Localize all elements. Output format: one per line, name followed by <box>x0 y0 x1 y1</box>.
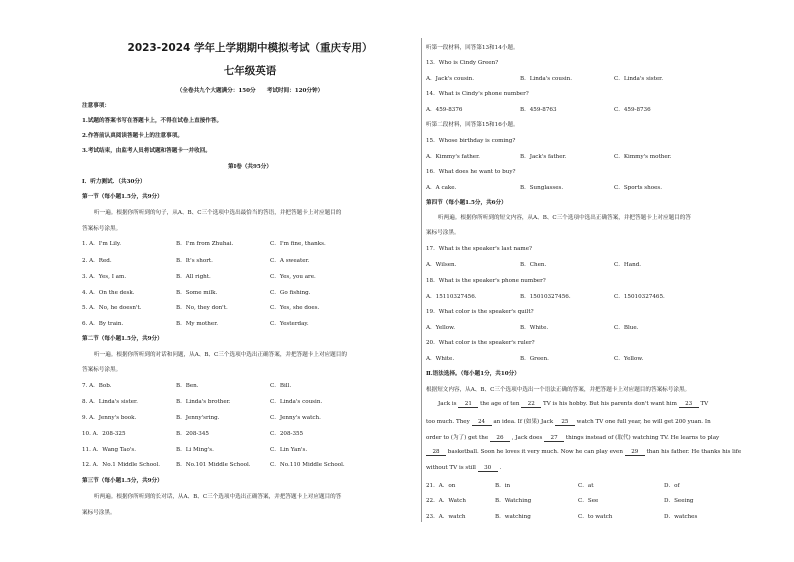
option-c: C．Yesterday. <box>270 321 309 327</box>
blank-25: 25 <box>555 419 575 426</box>
blank-28: 28 <box>426 449 446 456</box>
part-heading: 第一节（每小题1.5分，共9分） <box>82 194 163 200</box>
option-a: 9. A．Jenny's book. <box>82 415 137 421</box>
option-c: C．Sports shoes. <box>614 185 663 191</box>
option-b: B．All right. <box>176 274 211 280</box>
option-c: C．to watch <box>578 514 613 520</box>
instruction: 听两遍。根据你所听到的长对话，从A、B、C三个选项中选出正确答案，并把答题卡上对应题目的答 <box>94 494 342 500</box>
option-b: B．No, they don't. <box>176 305 228 311</box>
option-d: D．watches <box>664 514 698 520</box>
option-c: C．15010327465. <box>614 294 665 300</box>
option-c: C．208-355 <box>270 431 304 437</box>
option-b: B．Jack's father. <box>520 154 567 160</box>
option-b: B．in <box>495 483 511 489</box>
column-divider <box>421 38 422 522</box>
option-c: C．I'm fine, thanks. <box>270 241 326 247</box>
option-c: C．Blue. <box>614 325 639 331</box>
instruction: 听一遍。根据你所听到的句子，从A、B、C三个选项中选出最恰当的答语，并把答题卡上对应题目的 <box>94 210 342 216</box>
option-b: B．Sunglasses. <box>520 185 564 191</box>
exam-meta: （全卷共九个大题满分：150分 考试时间：120分钟） <box>176 88 324 94</box>
option-c: C．Yes, she does. <box>270 305 320 311</box>
option-a: 3. A．Yes, I am. <box>82 274 127 280</box>
option-a: 11. A．Wang Tao's. <box>82 447 137 453</box>
question-text: 20．What color is the speaker's ruler? <box>426 340 535 346</box>
option-a: 23．A．watch <box>426 514 466 520</box>
option-b: B．Green. <box>520 356 549 362</box>
section-heading: Ⅰ．听力测试．（共30分） <box>82 179 146 185</box>
option-b: B．No.101 Middle School. <box>176 462 251 468</box>
option-a: 21．A．on <box>426 483 456 489</box>
passage-line: order to (为了) get the 26 , Jack does 27 things instead of (取代) watching TV. He learns to play <box>426 435 720 441</box>
option-b: B．Jenny'sring. <box>176 415 220 421</box>
option-b: B．White. <box>520 325 549 331</box>
option-b: B．Chen. <box>520 262 547 268</box>
option-a: 6. A．By train. <box>82 321 124 327</box>
option-a: 5. A．No, he doesn't. <box>82 305 142 311</box>
option-b: B．Some milk. <box>176 290 218 296</box>
section-heading: Ⅱ.语法选择。（每小题1分，共10分） <box>426 371 520 377</box>
blank-22: 22 <box>521 401 541 408</box>
question-text: 15．Whose birthday is coming? <box>426 138 516 144</box>
option-a: 12. A．No.1 Middle School. <box>82 462 161 468</box>
option-a: 4. A．On the desk. <box>82 290 135 296</box>
option-b: B．My mother. <box>176 321 219 327</box>
part-heading: 第四节（每小题1.5分，共6分） <box>426 200 507 206</box>
instruction: 案标号涂黑。 <box>82 510 116 516</box>
option-a: 2. A．Red. <box>82 258 112 264</box>
passage-line: Jack is 21 the age of ten 22 TV is his hobby. But his parents don't want him 23 TV <box>438 401 709 407</box>
option-c: C．Kimmy's mother. <box>614 154 672 160</box>
option-b: B．Li Ming's. <box>176 447 214 453</box>
instruction: 答案标号涂黑。 <box>82 367 122 373</box>
option-a: A．Wilsen. <box>426 262 457 268</box>
option-c: C．Go fishing. <box>270 290 311 296</box>
passage-line: too much. They 24 an idea. If (如果) Jack 25 watch TV one full year, he will get 200 yuan. In <box>426 419 711 425</box>
question-text: 18．What is the speaker's phone number? <box>426 278 546 284</box>
option-a: 1. A．I'm Lily. <box>82 241 122 247</box>
option-a: A．15110327456. <box>426 294 477 300</box>
part-heading: 第三节（每小题1.5分，共9分） <box>82 478 163 484</box>
option-c: C．Bill. <box>270 383 292 389</box>
option-c: C．Linda's cousin. <box>270 399 323 405</box>
option-c: C．See <box>578 498 599 504</box>
option-c: C．Linda's sister. <box>614 76 664 82</box>
option-b: B．I'm from Zhuhai. <box>176 241 234 247</box>
option-a: A．A cake. <box>426 185 457 191</box>
option-c: C．at <box>578 483 594 489</box>
notice-item: 1.试题的答案书写在答题卡上，不得在试卷上直接作答。 <box>82 118 223 124</box>
option-b: B．208-345 <box>176 431 209 437</box>
notice-item: 2.作答前认真阅读答题卡上的注意事项。 <box>82 133 183 139</box>
instruction: 听一遍。根据你所听到的对话和问题，从A、B、C三个选项中选出正确答案，并把答题卡上对应题目的 <box>94 352 347 358</box>
option-c: C．Lin Yan's. <box>270 447 308 453</box>
question-text: 13．Who is Cindy Green? <box>426 60 499 66</box>
option-c: C．Yes, you are. <box>270 274 316 280</box>
notice-item: 3.考试结束，由监考人员将试题和答题卡一并收回。 <box>82 148 211 154</box>
instruction: 听两遍。根据你所听到的短文内容，从A、B、C三个选项中选出正确答案，并把答题卡上对应题目的答 <box>438 215 691 221</box>
instruction: 根据短文内容，从A、B、C三个选项中选出一个语法正确的答案，并把答题卡上对应题目的答案标号涂黑。 <box>426 387 691 393</box>
listen-note: 听第一段材料，回答第13和14小题。 <box>426 45 519 51</box>
blank-23: 23 <box>679 401 699 408</box>
listen-note: 听第二段材料，回答第15和16小题。 <box>426 122 519 128</box>
option-b: B．Linda's brother. <box>176 399 231 405</box>
blank-21: 21 <box>458 401 478 408</box>
blank-26: 26 <box>490 435 510 442</box>
part-heading: 第二节（每小题1.5分，共9分） <box>82 336 163 342</box>
blank-24: 24 <box>472 419 492 426</box>
part-title: 第Ⅰ卷（共95分） <box>228 164 272 170</box>
blank-27: 27 <box>544 435 564 442</box>
option-c: C．Jenny's watch. <box>270 415 321 421</box>
option-a: 8. A．Linda's sister. <box>82 399 138 405</box>
option-b: B．Ben. <box>176 383 199 389</box>
option-d: D．Seeing <box>664 498 694 504</box>
option-c: C．No.110 Middle School. <box>270 462 345 468</box>
option-a: 10. A．208-325 <box>82 431 126 437</box>
option-a: A．White. <box>426 356 455 362</box>
exam-title: 2023-2024 学年上学期期中模拟考试（重庆专用） <box>127 42 373 54</box>
question-text: 19．What color is the speaker's quilt? <box>426 309 534 315</box>
instruction: 案标号涂黑。 <box>426 230 460 236</box>
option-c: C．A sweater. <box>270 258 310 264</box>
option-b: B．Linda's cousin. <box>520 76 573 82</box>
question-text: 14．What is Cindy's phone number? <box>426 91 529 97</box>
question-text: 17．What is the speaker's last name? <box>426 246 533 252</box>
option-a: A．459-8376 <box>426 107 463 113</box>
passage-line: 28 basketball. Soon he loves it very much. Now he can play even 29 than his father. He thanks his life <box>426 449 741 456</box>
blank-29: 29 <box>625 449 645 456</box>
option-d: D．of <box>664 483 680 489</box>
passage-line: without TV is still 30 . <box>426 465 502 471</box>
instruction: 答案标号涂黑。 <box>82 226 122 232</box>
option-b: B．watching <box>495 514 531 520</box>
option-b: B．15010327456. <box>520 294 571 300</box>
option-a: A．Kimmy's father. <box>426 154 480 160</box>
option-b: B．Watching <box>495 498 532 504</box>
option-c: C．Hand. <box>614 262 642 268</box>
blank-30: 30 <box>478 465 498 472</box>
option-a: 7. A．Bob. <box>82 383 112 389</box>
option-a: A．Yellow. <box>426 325 455 331</box>
option-c: C．459-8736 <box>614 107 651 113</box>
option-b: B．459-8763 <box>520 107 557 113</box>
exam-subtitle: 七年级英语 <box>223 65 277 77</box>
option-c: C．Yellow. <box>614 356 644 362</box>
question-text: 16．What does he want to buy? <box>426 169 516 175</box>
option-b: B．It's short. <box>176 258 213 264</box>
notice-heading: 注意事项： <box>82 103 110 109</box>
option-a: 22．A．Watch <box>426 498 466 504</box>
option-a: A．Jack's cousin. <box>426 76 475 82</box>
